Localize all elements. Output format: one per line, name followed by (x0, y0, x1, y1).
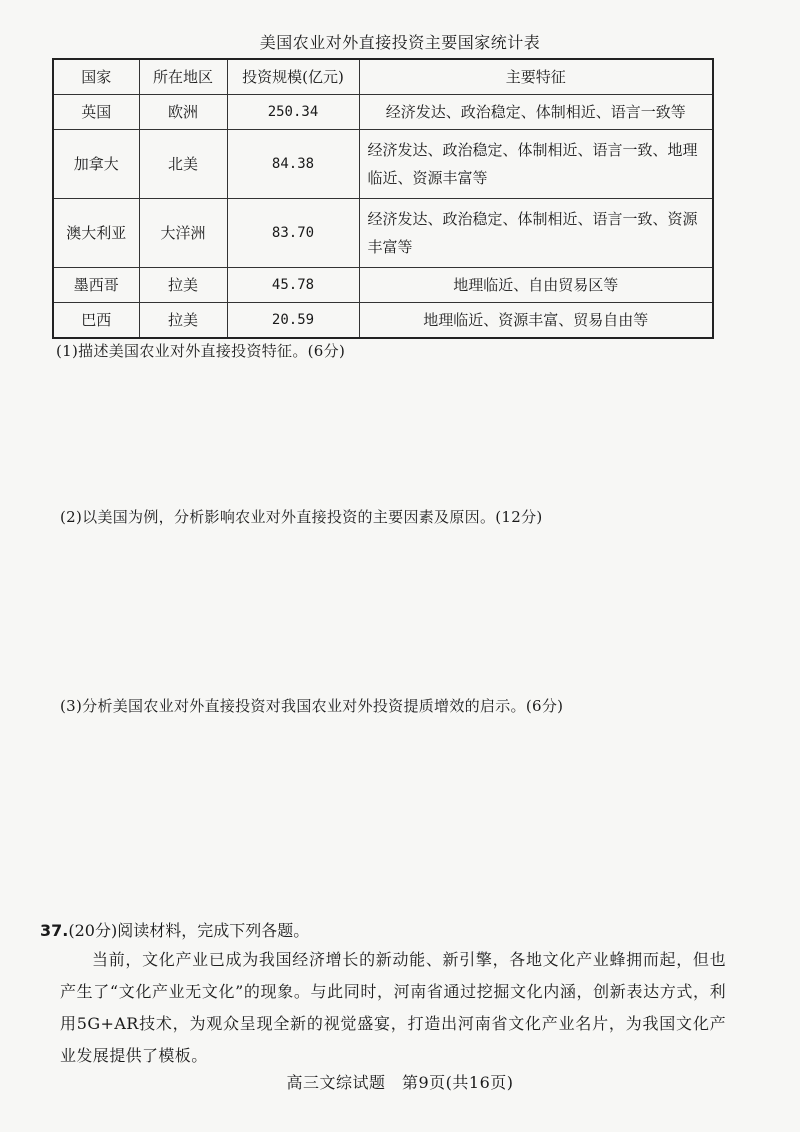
country-cell: 巴西 (53, 303, 139, 339)
table-row (53, 199, 713, 268)
country-cell: 墨西哥 (53, 268, 139, 303)
table-title: 美国农业对外直接投资主要国家统计表 (259, 33, 541, 52)
features-cell: 经济发达、政治稳定、体制相近、语言一致、资源丰富等 (359, 199, 713, 268)
scale-cell: 45.78 (227, 268, 359, 303)
reading-passage: 当前，文化产业已成为我国经济增长的新动能、新引擎，各地文化产业蜂拥而起，但也产生了“文化产业无文化”的现象。与此同时，河南省通过挖掘文化内涵，创新表达方式，利用5G+AR技术，为观众呈现全新的视觉盛宴，打造出河南省文化产业名片，为我国文化产业发展提供了模板。 (60, 950, 726, 1065)
scale-cell: 20.59 (227, 303, 359, 339)
column-header: 投资规模(亿元) (227, 59, 359, 95)
question-number: 37. (40, 921, 69, 940)
column-header: 国家 (53, 59, 139, 95)
region-cell: 大洋洲 (139, 199, 227, 268)
table-row (53, 95, 713, 130)
country-cell: 澳大利亚 (53, 199, 139, 268)
question-2: (2)以美国为例，分析影响农业对外直接投资的主要因素及原因。(12分) (60, 508, 543, 526)
section-37-heading (40, 918, 309, 941)
page-footer: 高三文综试题 第9页(共16页) (286, 1073, 514, 1092)
statistics-table (52, 58, 714, 339)
scale-cell: 250.34 (227, 95, 359, 130)
table-header-row (53, 59, 713, 95)
region-cell: 欧洲 (139, 95, 227, 130)
features-cell: 经济发达、政治稳定、体制相近、语言一致等 (359, 95, 713, 130)
scale-cell: 83.70 (227, 199, 359, 268)
country-cell: 加拿大 (53, 130, 139, 199)
features-cell: 地理临近、资源丰富、贸易自由等 (359, 303, 713, 339)
table-row (53, 303, 713, 339)
column-header: 主要特征 (359, 59, 713, 95)
section-37-title: (20分)阅读材料，完成下列各题。 (68, 921, 310, 940)
table-row (53, 130, 713, 199)
features-cell: 经济发达、政治稳定、体制相近、语言一致、地理临近、资源丰富等 (359, 130, 713, 199)
question-3: (3)分析美国农业对外直接投资对我国农业对外投资提质增效的启示。(6分) (60, 697, 564, 715)
features-cell: 地理临近、自由贸易区等 (359, 268, 713, 303)
scale-cell: 84.38 (227, 130, 359, 199)
table-row (53, 268, 713, 303)
region-cell: 拉美 (139, 268, 227, 303)
region-cell: 北美 (139, 130, 227, 199)
country-cell: 英国 (53, 95, 139, 130)
column-header: 所在地区 (139, 59, 227, 95)
question-1: (1)描述美国农业对外直接投资特征。(6分) (56, 342, 346, 360)
region-cell: 拉美 (139, 303, 227, 339)
